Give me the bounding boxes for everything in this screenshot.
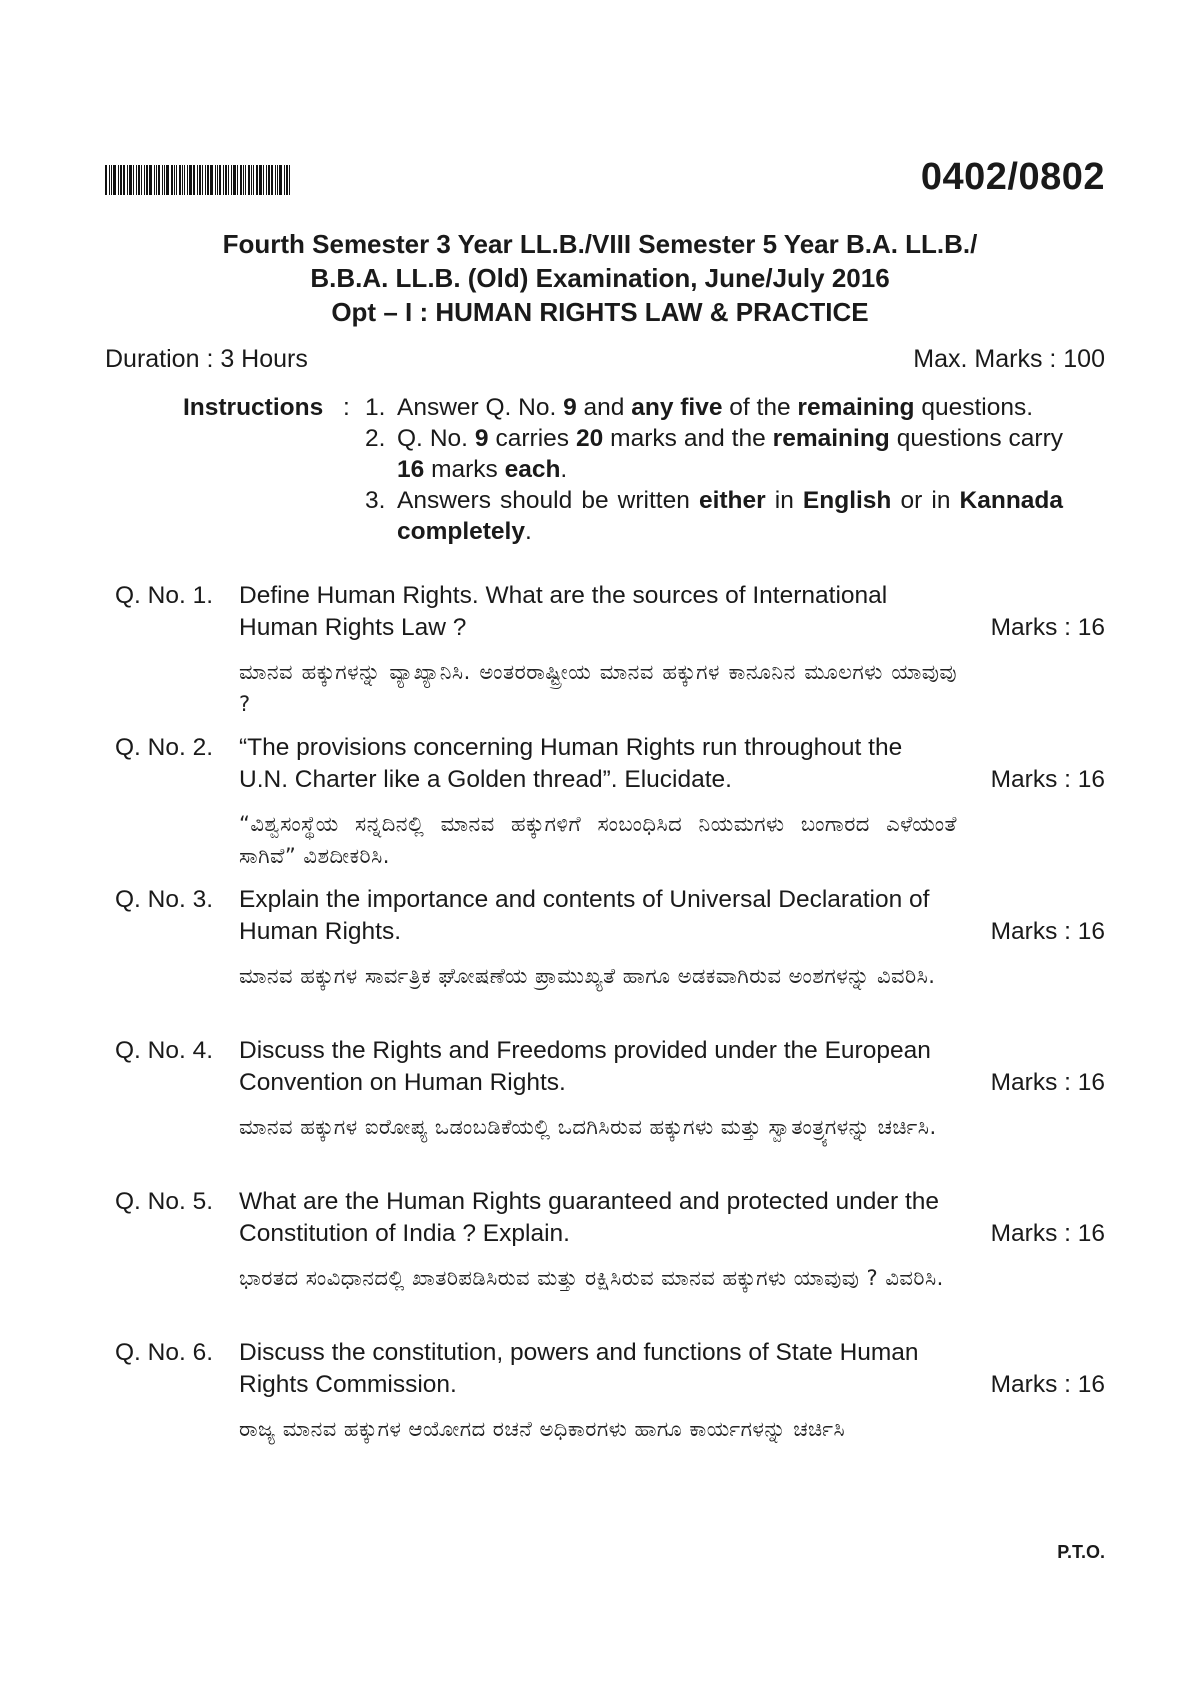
heading-line: Opt – I : HUMAN RIGHTS LAW & PRACTICE xyxy=(331,297,869,327)
instruction-text: Answers should be written either in English or in Kannada completely. xyxy=(397,487,1064,545)
duration: Duration : 3 Hours xyxy=(105,345,308,373)
question-marks: Marks : 16 xyxy=(990,1220,1105,1247)
question-english: What are the Human Rights guaranteed and protected under the Constitution of India ? Explain. xyxy=(239,1188,940,1247)
question-item xyxy=(105,1337,1105,1445)
question-item xyxy=(105,1035,1105,1143)
question-kannada: ಭಾರತದ ಸಂವಿಧಾನದಲ್ಲಿ ಖಾತರಿಪಡಿಸಿರುವ ಮತ್ತು ರಕ್ಷಿಸಿರುವ ಮಾನವ ಹಕ್ಕುಗಳು ಯಾವುವು ? ವಿವರಿಸಿ. xyxy=(239,1266,944,1290)
instruction-item xyxy=(365,392,1063,423)
instruction-number: 3. xyxy=(365,487,386,514)
question-number: Q. No. 1. xyxy=(115,582,214,609)
question-kannada: “ವಿಶ್ವಸಂಸ್ಥೆಯ ಸನ್ನದಿನಲ್ಲಿ ಮಾನವ ಹಕ್ಕುಗಳಿಗೆ ಸಂಬಂಧಿಸಿದ ನಿಯಮಗಳು ಬಂಗಾರದ ಎಳೆಯಂತೆ ಸಾಗಿವೆ” ವಿಶದೀಕರಿಸಿ. xyxy=(239,812,957,868)
question-item xyxy=(105,884,1105,992)
question-body xyxy=(239,884,957,992)
instruction-number: 1. xyxy=(365,394,386,421)
question-english: Discuss the Rights and Freedoms provided under the European Convention on Human Rights. xyxy=(239,1037,931,1096)
question-kannada: ಮಾನವ ಹಕ್ಕುಗಳನ್ನು ವ್ಯಾಖ್ಯಾನಿಸಿ. ಅಂತರರಾಷ್ಟ್ರೀಯ ಮಾನವ ಹಕ್ಕುಗಳ ಕಾನೂನಿನ ಮೂಲಗಳು ಯಾವುವು ? xyxy=(239,660,957,716)
question-body xyxy=(239,1035,957,1143)
instructions xyxy=(183,392,1063,547)
question-body xyxy=(239,1337,957,1445)
question-body xyxy=(239,732,957,872)
pto-label: P.T.O. xyxy=(1057,1542,1105,1562)
question-marks: Marks : 16 xyxy=(990,1371,1105,1398)
question-kannada: ಮಾನವ ಹಕ್ಕುಗಳ ಸಾರ್ವತ್ರಿಕ ಘೋಷಣೆಯ ಪ್ರಾಮುಖ್ಯತೆ ಹಾಗೂ ಅಡಕವಾಗಿರುವ ಅಂಶಗಳನ್ನು ವಿವರಿಸಿ. xyxy=(239,964,936,988)
question-marks: Marks : 16 xyxy=(990,1069,1105,1096)
question-number: Q. No. 5. xyxy=(115,1188,214,1215)
instructions-label: Instructions xyxy=(183,394,324,421)
heading-line: B.B.A. LL.B. (Old) Examination, June/July 2016 xyxy=(310,263,890,293)
question-kannada: ಮಾನವ ಹಕ್ಕುಗಳ ಐರೋಪ್ಯ ಒಡಂಬಡಿಕೆಯಲ್ಲಿ ಒದಗಿಸಿರುವ ಹಕ್ಕುಗಳು ಮತ್ತು ಸ್ವಾತಂತ್ರ್ಯಗಳನ್ನು ಚರ್ಚಿಸಿ. xyxy=(239,1115,937,1139)
exam-heading xyxy=(0,227,1200,329)
instruction-text: Q. No. 9 carries 20 marks and the remaining questions carry 16 marks each. xyxy=(397,425,1063,483)
question-body xyxy=(239,580,957,720)
question-english: Explain the importance and contents of Universal Declaration of Human Rights. xyxy=(239,886,930,945)
question-english: Discuss the constitution, powers and functions of State Human Rights Commission. xyxy=(239,1339,919,1398)
instructions-list xyxy=(365,392,1063,547)
question-marks: Marks : 16 xyxy=(990,766,1105,793)
instruction-item xyxy=(365,423,1063,485)
barcode-image xyxy=(105,165,333,195)
max-marks: Max. Marks : 100 xyxy=(913,345,1105,373)
question-number: Q. No. 2. xyxy=(115,734,214,761)
question-english: Define Human Rights. What are the sources of International Human Rights Law ? xyxy=(239,582,888,641)
question-item xyxy=(105,732,1105,872)
question-marks: Marks : 16 xyxy=(990,614,1105,641)
question-number: Q. No. 4. xyxy=(115,1037,214,1064)
instructions-colon: : xyxy=(343,394,350,421)
question-kannada: ರಾಜ್ಯ ಮಾನವ ಹಕ್ಕುಗಳ ಆಯೋಗದ ರಚನೆ ಅಧಿಕಾರಗಳು ಹಾಗೂ ಕಾರ್ಯಗಳನ್ನು ಚರ್ಚಿಸಿ xyxy=(239,1417,846,1441)
question-item xyxy=(105,1186,1105,1294)
instruction-item xyxy=(365,485,1063,547)
question-marks: Marks : 16 xyxy=(990,918,1105,945)
question-english: “The provisions concerning Human Rights run throughout the U.N. Charter like a Golden thread”. Elucidate. xyxy=(239,734,903,793)
question-number: Q. No. 6. xyxy=(115,1339,214,1366)
instruction-number: 2. xyxy=(365,425,386,452)
instruction-text: Answer Q. No. 9 and any five of the remaining questions. xyxy=(397,394,1034,421)
heading-line: Fourth Semester 3 Year LL.B./VIII Semester 5 Year B.A. LL.B./ xyxy=(222,229,978,259)
question-number: Q. No. 3. xyxy=(115,886,214,913)
exam-meta xyxy=(105,345,1105,374)
question-body xyxy=(239,1186,957,1294)
question-item xyxy=(105,580,1105,720)
paper-code: 0402/0802 xyxy=(920,156,1105,198)
